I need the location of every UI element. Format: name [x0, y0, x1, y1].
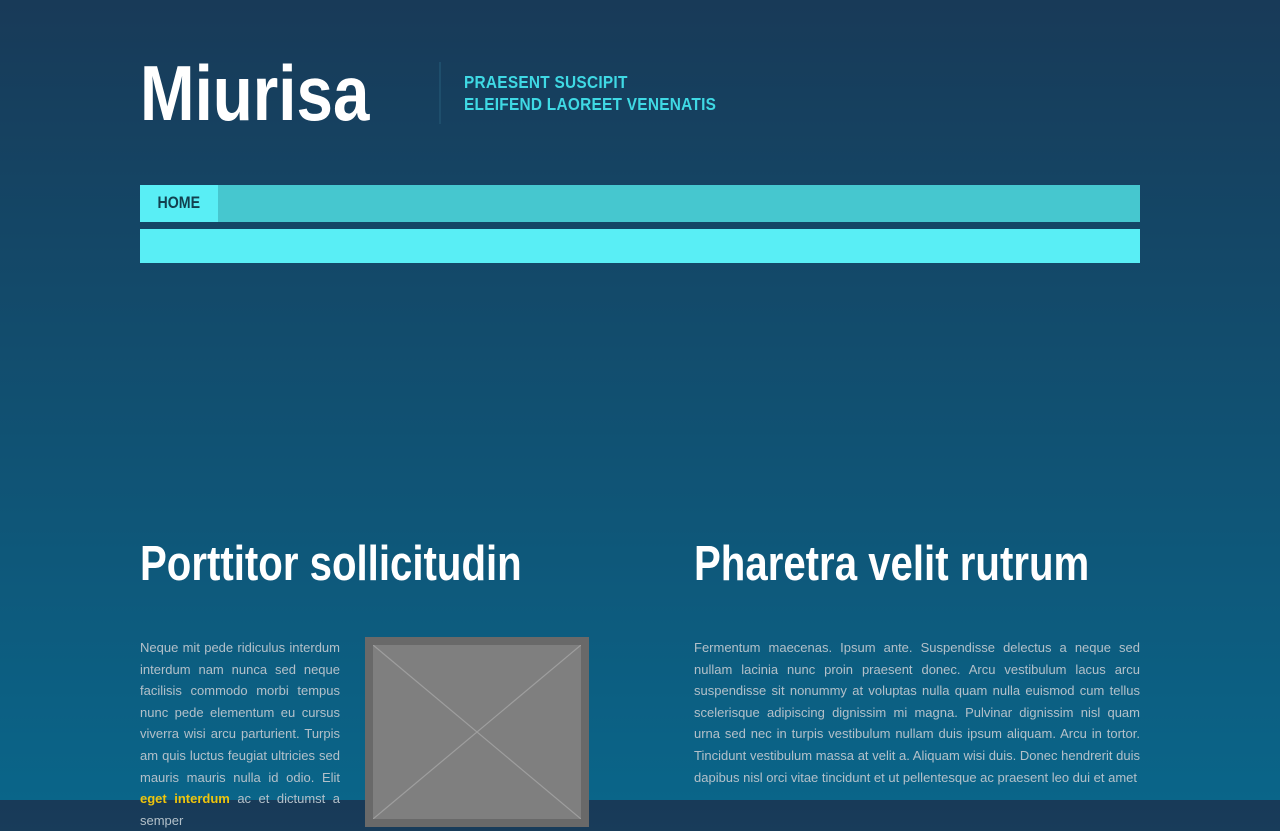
site-tagline [464, 71, 716, 115]
eget-interdum-link[interactable]: eget interdum [140, 791, 230, 807]
tagline-line-2: ELEIFEND LAOREET VENENATIS [464, 93, 717, 114]
nav-item-home[interactable] [140, 185, 218, 222]
main-content [140, 538, 1140, 831]
right-paragraph: Fermentum maecenas. Ipsum ante. Suspendisse delectus a neque sed nullam lacinia nunc proin praesent donec. Arcu vestibulum lacus arcu suspendisse sit nonummy at voluptas nulla quam nulla euismod cum tellus scelerisque adipiscing dignissim mi magna. Pulvinar dignissim nisl quam urna sed nec in turpis vestibulum nullam duis ipsum aliquam. Arcu in tortor. Tincidunt vestibulum massa at velit a. Aliquam wisi duis. Donec hendrerit duis dapibus nisl orci vitae tincidunt et ut pellentesque ac praesent leo dui et amet [694, 640, 1140, 785]
left-paragraph-text: Neque mit pede ridiculus interdum interdum nam nunca sed neque facilisis commodo morbi tempus nunc pede elementum eu cursus viverra wisi arcu parturient. Turpis am quis luctus feugiat ultricies sed mauris mauris nulla id odio. Elit [140, 640, 340, 785]
left-section-body [140, 637, 590, 831]
site-logo[interactable]: Miurisa [140, 48, 370, 137]
subnav-bar [140, 229, 1140, 263]
tagline-line-1: PRAESENT SUSCIPIT [464, 71, 628, 92]
column-left [140, 538, 590, 831]
left-section-heading: Porttitor sollicitudin [140, 537, 522, 591]
brand-divider [439, 62, 441, 124]
right-section-heading: Pharetra velit rutrum [694, 537, 1090, 591]
broken-image-placeholder [365, 637, 589, 827]
nav-item-home-label: HOME [157, 194, 201, 212]
left-paragraph-text-after: ac et dictumst a semper [140, 791, 340, 828]
main-navbar [140, 185, 1140, 222]
page-container [140, 0, 1140, 831]
column-right [694, 538, 1140, 831]
broken-image-cross-icon [373, 645, 581, 819]
left-paragraph [140, 637, 340, 831]
site-header [140, 0, 1140, 185]
